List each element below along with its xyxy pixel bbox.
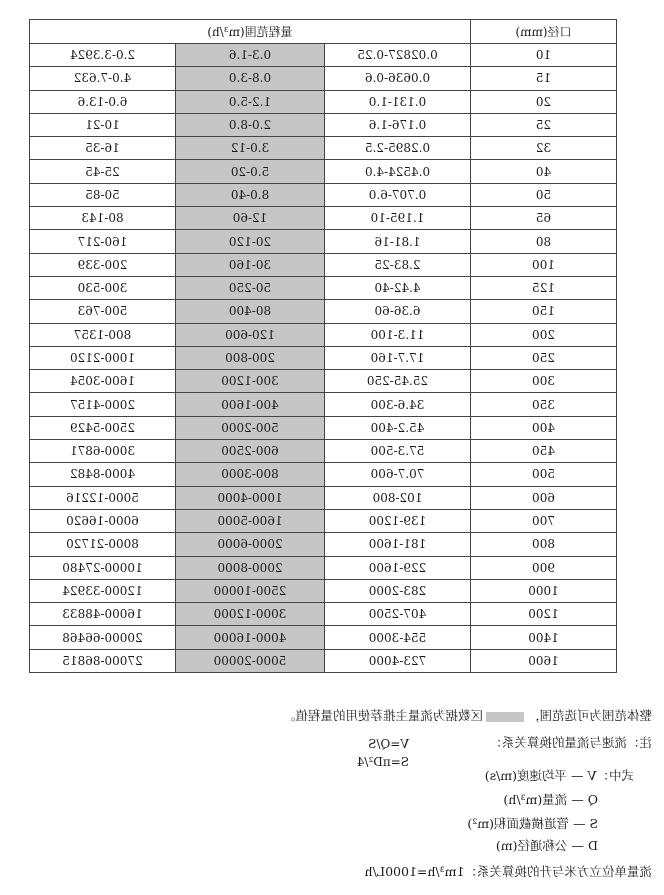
cell-dn: 900 [471,556,617,579]
table-row [29,416,616,439]
cell-dn: 125 [471,276,617,299]
cell-extended-range: 10-21 [29,113,175,136]
cell-dn: 1200 [471,603,617,626]
cell-full-range: 723-4000 [325,649,471,672]
cell-recommended-range: 200-800 [176,346,325,369]
cell-dn: 40 [471,160,617,183]
cell-extended-range: 50-85 [29,183,175,206]
cell-recommended-range: 2500-10000 [176,579,325,602]
cell-full-range: 139-1200 [325,509,471,532]
cell-full-range: 17.7-160 [325,346,471,369]
cell-full-range: 4.42-40 [325,276,471,299]
formula-1: V=Q/S [368,737,409,751]
cell-dn: 200 [471,323,617,346]
table-row [29,137,616,160]
cell-extended-range: 5000-12216 [29,486,175,509]
cell-extended-range: 3000-6871 [29,440,175,463]
table-row [29,230,616,253]
formula-2: S=πD²/4 [356,755,409,769]
header-dn: 口径(mm) [471,20,617,44]
cell-full-range: 45.2-400 [325,416,471,439]
cell-full-range: 283-2000 [325,579,471,602]
cell-dn: 25 [471,113,617,136]
cell-extended-range: 2500-5429 [29,416,175,439]
cell-recommended-range: 300-1200 [176,370,325,393]
table-row [29,509,616,532]
table-row [29,113,616,136]
header-range: 量程范围(m³/h) [29,20,470,44]
cell-full-range: 6.36-60 [325,300,471,323]
table-row [29,207,616,230]
cell-extended-range: 2.0-3.3924 [29,44,175,67]
table-row [29,440,616,463]
formula-block [357,735,409,771]
table-row [29,556,616,579]
cell-extended-range: 6.0-13.6 [29,90,175,113]
conversion-note: 注：流速与流量的换算关系： [489,735,652,750]
cell-full-range: 0.707-6.0 [325,183,471,206]
cell-extended-range: 1600-3054 [29,370,175,393]
cell-extended-range: 20000-66468 [29,626,175,649]
cell-full-range: 1.195-10 [325,207,471,230]
cell-dn: 800 [471,533,617,556]
cell-recommended-range: 1600-5000 [176,509,325,532]
cell-full-range: 34.6-300 [325,393,471,416]
cell-extended-range: 25-45 [29,160,175,183]
cell-dn: 32 [471,137,617,160]
cell-dn: 1400 [471,626,617,649]
cell-recommended-range: 12-60 [176,207,325,230]
unit-note: 流量单位立方米与升的换算关系：1m³/h=1000L/h [364,864,652,879]
table-row [29,393,616,416]
cell-full-range: 554-3000 [325,626,471,649]
cell-dn: 500 [471,463,617,486]
cell-dn: 300 [471,370,617,393]
cell-full-range: 0.4524-4.0 [325,160,471,183]
cell-full-range: 1.81-16 [325,230,471,253]
cell-full-range: 11.3-100 [325,323,471,346]
cell-dn: 80 [471,230,617,253]
cell-full-range: 0.176-1.6 [325,113,471,136]
cell-extended-range: 800-1357 [29,323,175,346]
cell-dn: 65 [471,207,617,230]
table-row [29,579,616,602]
cell-recommended-range: 600-2500 [176,440,325,463]
cell-recommended-range: 80-400 [176,300,325,323]
cell-extended-range: 27000-86815 [29,649,175,672]
cell-dn: 350 [471,393,617,416]
cell-recommended-range: 30-160 [176,253,325,276]
cell-dn: 600 [471,486,617,509]
table-row [29,603,616,626]
cell-dn: 450 [471,440,617,463]
cell-full-range: 229-1600 [325,556,471,579]
cell-full-range: 25.45-250 [325,370,471,393]
cell-recommended-range: 2.0-8.0 [176,113,325,136]
cell-extended-range: 1000-2120 [29,346,175,369]
cell-recommended-range: 800-3000 [176,463,325,486]
cell-extended-range: 4000-8482 [29,463,175,486]
table-row [29,626,616,649]
cell-dn: 20 [471,90,617,113]
cell-recommended-range: 2000-6000 [176,533,325,556]
table-row [29,44,616,67]
table-row [29,346,616,369]
cell-extended-range: 10000-27480 [29,556,175,579]
cell-extended-range: 16-35 [29,137,175,160]
cell-dn: 100 [471,253,617,276]
range-note [283,706,652,724]
flow-range-table [29,19,617,673]
table-row [29,486,616,509]
cell-recommended-range: 8.0-40 [176,183,325,206]
cell-extended-range: 8000-21720 [29,533,175,556]
cell-recommended-range: 3000-12000 [176,603,325,626]
cell-dn: 400 [471,416,617,439]
cell-extended-range: 12000-33924 [29,579,175,602]
cell-dn: 1000 [471,579,617,602]
cell-recommended-range: 3.0-12 [176,137,325,160]
cell-dn: 150 [471,300,617,323]
cell-recommended-range: 500-2000 [176,416,325,439]
cell-full-range: 0.0636-0.6 [325,67,471,90]
definition-s: S — 管道横截面积(m²) [467,816,598,831]
cell-recommended-range: 5.0-20 [176,160,325,183]
definition-d: D — 公称通径(m) [495,838,598,853]
definition-q: Q — 流量(m³/h) [503,792,598,807]
cell-extended-range: 80-143 [29,207,175,230]
cell-recommended-range: 2000-8000 [176,556,325,579]
range-note-text: 整体范围为可选范围， [526,708,652,723]
table-row [29,253,616,276]
cell-full-range: 102-800 [325,486,471,509]
cell-recommended-range: 4000-16000 [176,626,325,649]
cell-extended-range: 2000-4157 [29,393,175,416]
cell-full-range: 57.3-500 [325,440,471,463]
cell-extended-range: 6000-16620 [29,509,175,532]
table-row [29,67,616,90]
cell-extended-range: 500-763 [29,300,175,323]
cell-extended-range: 300-530 [29,276,175,299]
table-row [29,300,616,323]
table-row [29,276,616,299]
cell-extended-range: 4.0-7.632 [29,67,175,90]
table-header-row [29,20,616,44]
cell-recommended-range: 400-1600 [176,393,325,416]
cell-recommended-range: 1.2-5.0 [176,90,325,113]
cell-full-range: 0.131-1.0 [325,90,471,113]
cell-dn: 1600 [471,649,617,672]
cell-full-range: 407-2500 [325,603,471,626]
definition-v: 式中：V — 平均速度(m/s) [484,768,634,783]
table-row [29,323,616,346]
cell-dn: 10 [471,44,617,67]
cell-extended-range: 200-339 [29,253,175,276]
cell-full-range: 0.2895-2.5 [325,137,471,160]
cell-extended-range: 16000-48833 [29,603,175,626]
cell-recommended-range: 1000-4000 [176,486,325,509]
table-row [29,90,616,113]
recommended-swatch [486,712,524,722]
cell-dn: 50 [471,183,617,206]
cell-dn: 250 [471,346,617,369]
cell-full-range: 181-1600 [325,533,471,556]
cell-recommended-range: 0.8-3.0 [176,67,325,90]
table-row [29,370,616,393]
cell-recommended-range: 50-250 [176,276,325,299]
cell-recommended-range: 120-600 [176,323,325,346]
cell-extended-range: 160-217 [29,230,175,253]
table-row [29,649,616,672]
cell-full-range: 70.7-600 [325,463,471,486]
cell-full-range: 0.02827-0.25 [325,44,471,67]
table-row [29,183,616,206]
cell-dn: 700 [471,509,617,532]
cell-recommended-range: 0.3-1.6 [176,44,325,67]
table-row [29,463,616,486]
range-note-text-2: 区数据为流量主推荐使用的量程值。 [282,708,483,723]
cell-recommended-range: 5000-20000 [176,649,325,672]
cell-full-range: 2.83-25 [325,253,471,276]
table-row [29,160,616,183]
table-row [29,533,616,556]
cell-recommended-range: 20-120 [176,230,325,253]
cell-dn: 15 [471,67,617,90]
